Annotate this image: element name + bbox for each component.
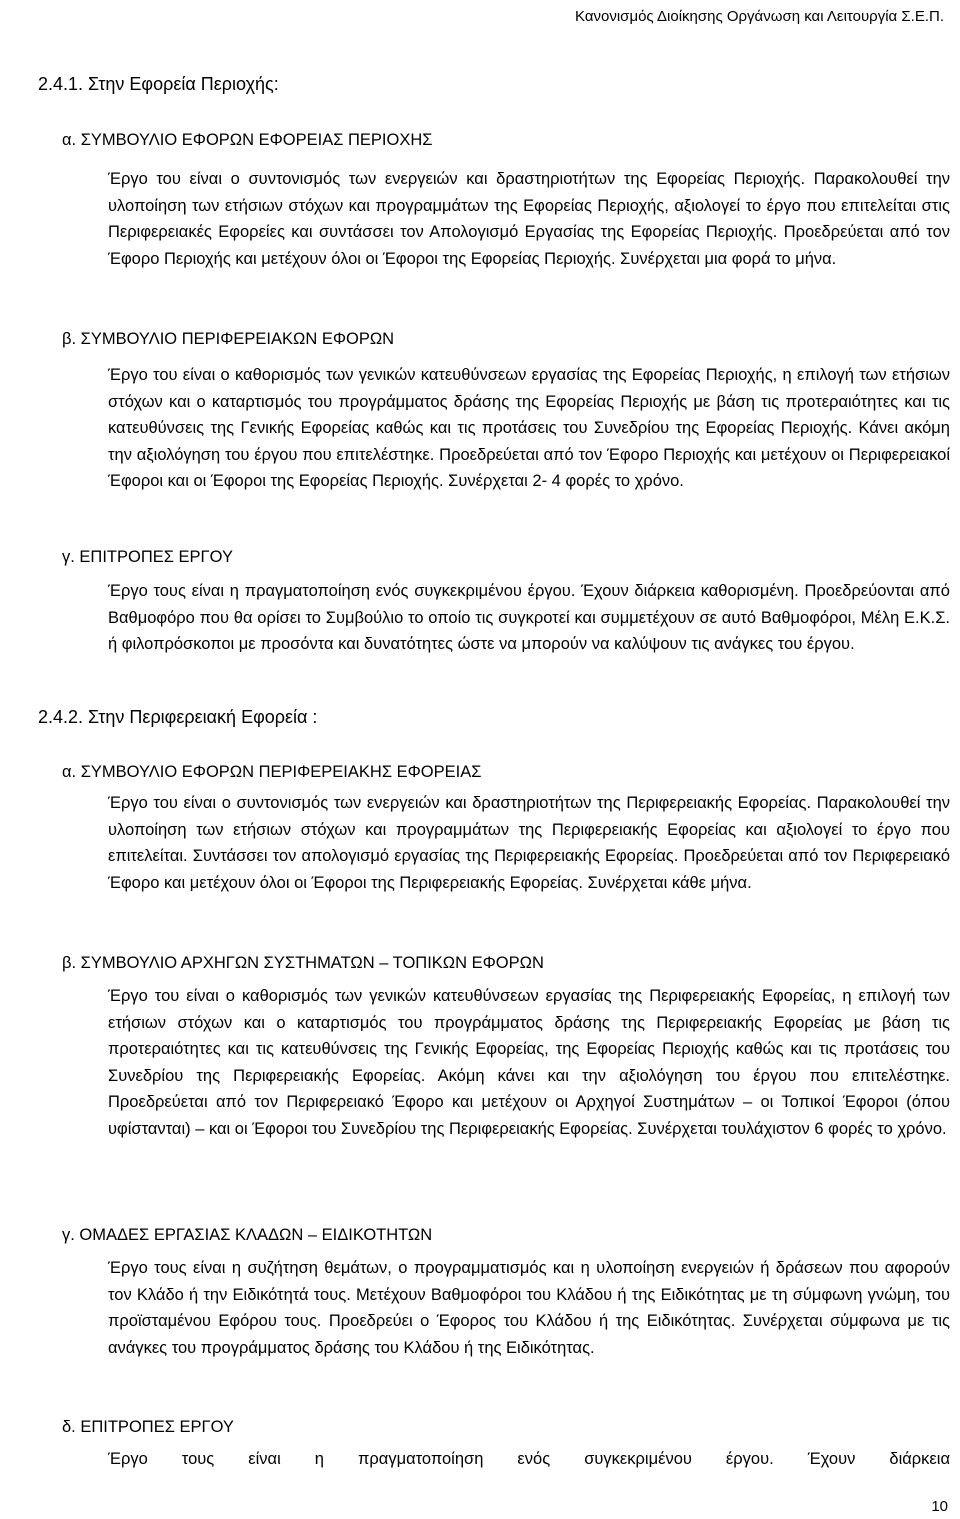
item-title: γ. ΕΠΙΤΡΟΠΕΣ ΕΡΓΟΥ (62, 548, 233, 566)
item-paragraph: Έργο τους είναι η πραγματοποίηση ενός συγκεκριμένου έργου. Έχουν διάρκεια (108, 1450, 950, 1468)
item-paragraph: Έργο του είναι ο καθορισμός των γενικών κατευθύνσεων εργασίας της Εφορείας Περιοχής, η επιλογή των ετήσιων στόχων και ο καταρτισμός του προγράμματος δράσης της Εφορείας Περιοχής με βάση τις προτεραιότητες και τις κατευθύνσεις της Γενικής Εφορείας καθώς και τις προτάσεις του Συνεδρίου της Εφορείας Περιοχής. Κάνει ακόμη την αξιολόγηση του έργου που επιτελέστηκε. Προεδρεύεται από τον Έφορο Περιοχής και μετέχουν οι Περιφερειακοί Έφοροι και οι Έφοροι της Εφορείας Περιοχής. Συνέρχεται 2- 4 φορές το χρόνο. (108, 366, 950, 491)
section-heading: 2.4.2. Στην Περιφερειακή Εφορεία : (38, 707, 318, 727)
item-paragraph: Έργο του είναι ο συντονισμός των ενεργειών και δραστηριοτήτων της Περιφερειακής Εφορείας. Παρακολουθεί την υλοποίηση των ετήσιων στόχων και προγραμμάτων της Περιφερειακής Εφορείας και αξιολογεί το έργο που επιτελείται. Συντάσσει τον απολογισμό εργασίας της Περιφερειακής Εφορείας. Προεδρεύεται από τον Περιφερειακό Έφορο και μετέχουν όλοι οι Έφοροι της Περιφερειακής Εφορείας. Συνέρχεται κάθε μήνα. (108, 794, 950, 892)
running-header: Κανονισμός Διοίκησης Οργάνωση και Λειτουργία Σ.Ε.Π. (575, 8, 944, 25)
item-paragraph: Έργο του είναι ο καθορισμός των γενικών κατευθύνσεων εργασίας της Περιφερειακής Εφορείας, η επιλογή των ετήσιων στόχων και ο καταρτισμός του προγράμματος δράσης της Περιφερειακής Εφορείας με βάση τις προτεραιότητες και τις κατευθύνσεις της Γενικής Εφορείας, της Εφορείας Περιοχής καθώς και τις προτάσεις του Συνεδρίου της Περιφερειακής Εφορείας. Ακόμη κάνει και την αξιολόγηση του έργου που επιτελέστηκε. Προεδρεύεται από τον Περιφερειακό Έφορο και μετέχουν οι Αρχηγοί Συστημάτων – οι Τοπικοί Έφοροι (όπου υφίστανται) – και οι Έφοροι του Συνεδρίου της Περιφερειακής Εφορείας. Συνέρχεται τουλάχιστον 6 φορές το χρόνο. (108, 987, 950, 1138)
item-title: δ. ΕΠΙΤΡΟΠΕΣ ΕΡΓΟΥ (62, 1418, 234, 1436)
item-title: β. ΣΥΜΒΟΥΛΙΟ ΠΕΡΙΦΕΡΕΙΑΚΩΝ ΕΦΟΡΩΝ (62, 330, 395, 348)
item-paragraph: Έργο τους είναι η συζήτηση θεμάτων, ο προγραμματισμός και η υλοποίηση ενεργειών ή δράσεων που αφορούν τον Κλάδο ή την Ειδικότητά τους. Μετέχουν Βαθμοφόροι του Κλάδου ή της Ειδικότητας με τη σύμφωνη γνώμη, του προϊσταμένου Εφόρου τους. Προεδρεύει ο Έφορος του Κλάδου ή της Ειδικότητας. Συνέρχεται σύμφωνα με τις ανάγκες του προγράμματος δράσης του Κλάδου ή της Ειδικότητας. (108, 1259, 950, 1357)
page-number: 10 (931, 1498, 948, 1515)
section-heading: 2.4.1. Στην Εφορεία Περιοχής: (38, 74, 279, 94)
item-title: γ. ΟΜΑΔΕΣ ΕΡΓΑΣΙΑΣ ΚΛΑΔΩΝ – ΕΙΔΙΚΟΤΗΤΩΝ (62, 1226, 433, 1244)
item-title: β. ΣΥΜΒΟΥΛΙΟ ΑΡΧΗΓΩΝ ΣΥΣΤΗΜΑΤΩΝ – ΤΟΠΙΚΩΝ ΕΦΟΡΩΝ (62, 954, 544, 972)
item-paragraph: Έργο του είναι ο συντονισμός των ενεργειών και δραστηριοτήτων της Εφορείας Περιοχής. Παρακολουθεί την υλοποίηση των ετήσιων στόχων και προγραμμάτων της Εφορείας Περιοχής, αξιολογεί το έργο που επιτελείται στις Περιφερειακές Εφορείες και συντάσσει τον Απολογισμό Εργασίας της Εφορείας Περιοχής. Προεδρεύεται από τον Έφορο Περιοχής και μετέχουν όλοι οι Έφοροι της Εφορείας Περιοχής. Συνέρχεται μια φορά το μήνα. (108, 170, 950, 268)
item-paragraph: Έργο τους είναι η πραγματοποίηση ενός συγκεκριμένου έργου. Έχουν διάρκεια καθορισμένη. Προεδρεύονται από Βαθμοφόρο που θα ορίσει το Συμβούλιο το οποίο τις συγκροτεί και συμμετέχουν σε αυτό Βαθμοφόροι, Μέλη Ε.Κ.Σ. ή φιλοπρόσκοποι με προσόντα και δυνατότητες ώστε να μπορούν να καλύψουν τις ανάγκες του έργου. (108, 582, 950, 654)
item-title: α. ΣΥΜΒΟΥΛΙΟ ΕΦΟΡΩΝ ΠΕΡΙΦΕΡΕΙΑΚΗΣ ΕΦΟΡΕΙΑΣ (62, 763, 482, 781)
item-title: α. ΣΥΜΒΟΥΛΙΟ ΕΦΟΡΩΝ ΕΦΟΡΕΙΑΣ ΠΕΡΙΟΧΗΣ (62, 131, 433, 149)
